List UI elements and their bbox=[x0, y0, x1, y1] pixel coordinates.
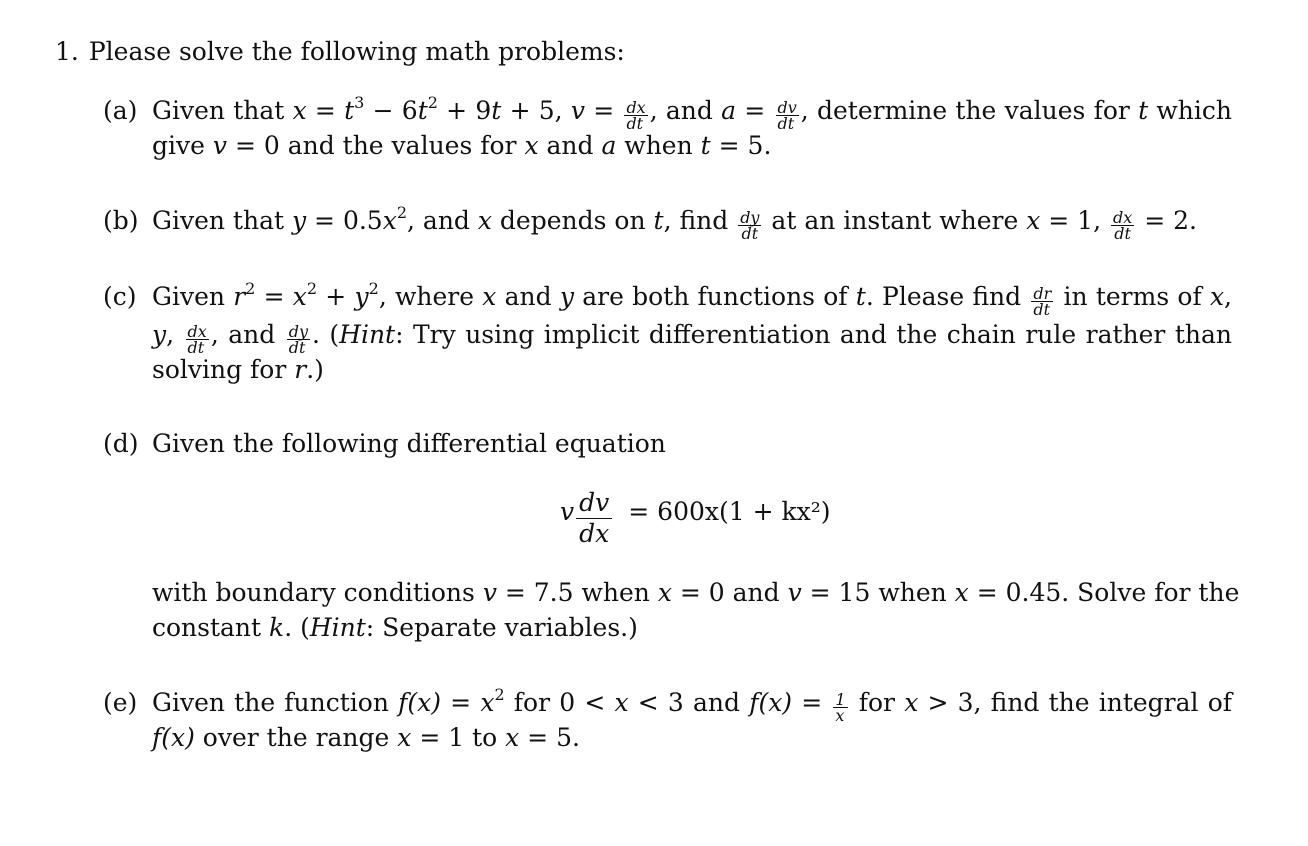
heading-text: Please solve the following math problems: bbox=[88, 37, 625, 66]
fraction-dv-dt: $\frac{dv}{dt}$ bbox=[777, 98, 797, 133]
part-c-line-1: Given $r^2 = x^2 + y^2$, where x and y are both functions of t. Please find $\frac{dr}{dt}$ in terms of x, bbox=[152, 279, 1232, 319]
part-c-label: (c) bbox=[103, 282, 137, 311]
part-b-label: (b) bbox=[103, 206, 139, 235]
fraction-dx-dt: $\frac{dx}{dt}$ bbox=[626, 98, 646, 133]
problem-set-heading bbox=[55, 36, 625, 68]
fraction-dv-dx: $\frac{dv}{dx}$ bbox=[576, 488, 612, 549]
fraction-dy-dt: $\frac{dy}{dt}$ bbox=[740, 208, 760, 243]
part-b-line-1: Given that $y = 0.5x^2$, and x depends on t, find $\frac{dy}{dt}$ at an instant where x = 1, $\frac{dx}{dt}$ = 2. bbox=[152, 203, 1197, 243]
differential-equation: v $\frac{dv}{dx}$ = 600x(1 + kx²) bbox=[560, 488, 831, 548]
fraction-1-over-x: $\frac{1}{x}$ bbox=[835, 690, 846, 725]
part-d-intro: Given the following differential equation bbox=[152, 429, 666, 458]
equation-rhs: = 600x(1 + kx²) bbox=[628, 497, 831, 526]
part-e-label: (e) bbox=[103, 688, 138, 717]
fraction-dx-dt: $\frac{dx}{dt}$ bbox=[187, 322, 207, 357]
part-d-line-3: constant k. (Hint: Separate variables.) bbox=[152, 613, 638, 642]
fraction-dy-dt: $\frac{dy}{dt}$ bbox=[288, 322, 308, 357]
fraction-dr-dt: $\frac{dr}{dt}$ bbox=[1033, 284, 1052, 319]
part-d-line-2: with boundary conditions v = 7.5 when x = 0 and v = 15 when x = 0.45. Solve for the bbox=[152, 578, 1240, 607]
part-e-line-2: f(x) over the range x = 1 to x = 5. bbox=[152, 723, 580, 752]
part-a-line-2: give v = 0 and the values for x and a when t = 5. bbox=[152, 131, 772, 160]
fraction-dx-dt: $\frac{dx}{dt}$ bbox=[1112, 208, 1133, 243]
problem-number: 1. bbox=[55, 37, 79, 66]
part-a-label: (a) bbox=[103, 96, 138, 125]
part-a-line-1: Given that $x = t^3 - 6t^2 + 9t + 5$, v = $\frac{dx}{dt}$ , and a = $\frac{dv}{dt}$ , determine the values for t which bbox=[152, 93, 1232, 133]
part-e-line-1: Given the function $f(x) = x^2$ for 0 < x < 3 and f(x) = $\frac{1}{x}$ for x > 3, find the integral of bbox=[152, 685, 1233, 725]
part-d-label: (d) bbox=[103, 429, 139, 458]
part-c-line-2: y, $\frac{dx}{dt}$ , and $\frac{dy}{dt}$ . (Hint: Try using implicit differentiation and the chain rule rather than bbox=[152, 320, 1232, 357]
part-c-line-3: solving for r.) bbox=[152, 355, 324, 384]
